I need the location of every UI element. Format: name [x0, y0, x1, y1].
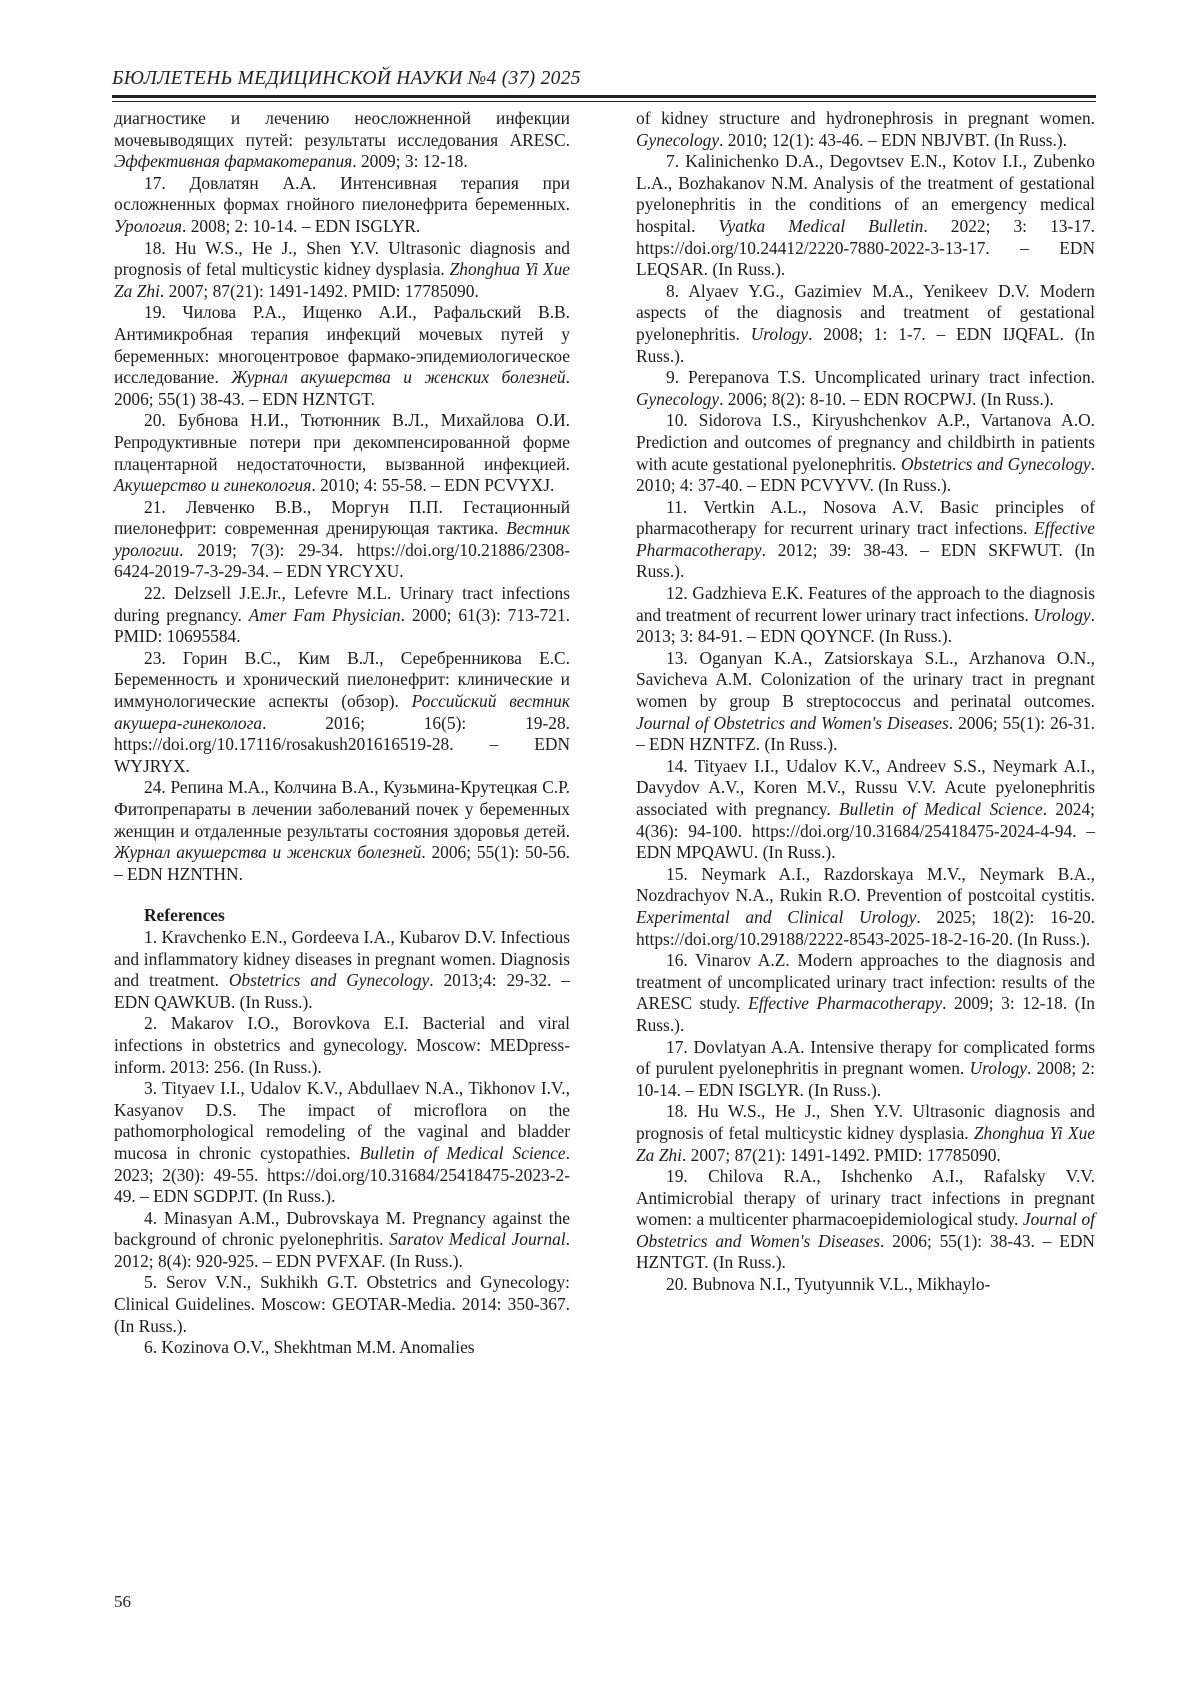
- reference-item: 19. Chilova R.A., Ishchenko A.I., Rafalsky V.V. Antimicrobial therapy of urinary tract infections in pregnant women: a multicenter pharmacoepidemiological study. Journal of Obstetrics and Women's Diseases. 2006; 55(1): 38-43. – EDN HZNTGT. (In Russ.).: [636, 1166, 1095, 1273]
- journal-name: Urology: [1033, 604, 1091, 625]
- journal-name: Experimental and Clinical Urology: [636, 906, 917, 927]
- english-reference-list: [636, 151, 1095, 1295]
- journal-name: Saratov Medical Journal: [389, 1229, 566, 1250]
- header-rule-thick: [112, 95, 1096, 98]
- journal-name: Zhonghua Yi Xue Za Zhi: [114, 259, 570, 301]
- page-number: 56: [114, 1592, 131, 1611]
- reference-item: 9. Perepanova T.S. Uncomplicated urinary tract infection. Gynecology. 2006; 8(2): 8-10. – EDN ROCPWJ. (In Russ.).: [636, 367, 1095, 409]
- journal-name: Zhonghua Yi Xue Za Zhi: [636, 1122, 1095, 1165]
- reference-item: 17. Dovlatyan A.A. Intensive therapy for complicated forms of purulent pyelonephritis in pregnant women. Urology. 2008; 2: 10-14. – EDN ISGLYR. (In Russ.).: [636, 1036, 1096, 1100]
- journal-name: Obstetrics and Gynecology: [900, 453, 1091, 474]
- left-column: [114, 108, 570, 1359]
- reference-item: 1. Kravchenko E.N., Gordeeva I.A., Kubarov D.V. Infectious and inflammatory kidney diseases in pregnant women. Diagnosis and treatment. Obstetrics and Gynecology. 2013;4: 29-32. – EDN QAWKUB. (In Russ.).: [114, 926, 570, 1012]
- journal-name: Урология: [114, 215, 183, 236]
- journal-name: Bulletin of Medical Science: [839, 799, 1043, 819]
- journal-name: Акушерство и гинекология: [114, 475, 312, 496]
- header-rule-thin: [112, 101, 1096, 102]
- journal-name: Journal of Obstetrics and Women's Diseases: [636, 712, 949, 733]
- running-header: [112, 68, 1096, 90]
- reference-item: 20. Бубнова Н.И., Тютюнник В.Л., Михайлова О.И. Репродуктивные потери при декомпенсированной форме плацентарной недостаточности, вызванной инфекцией. Акушерство и гинекология. 2010; 4: 55-58. – EDN PCVYXJ.: [114, 410, 570, 496]
- reference-item: 16. Vinarov A.Z. Modern approaches to the diagnosis and treatment of uncomplicated urinary tract infection: results of the ARESC study. Effective Pharmacotherapy. 2009; 3: 12-18. (In Russ.).: [636, 950, 1096, 1035]
- reference-item: 11. Vertkin A.L., Nosova A.V. Basic principles of pharmacotherapy for recurrent urinary tract infections. Effective Pharmacotherapy. 2012; 39: 38-43. – EDN SKFWUT. (In Russ.).: [636, 496, 1095, 582]
- journal-name: Российский вестник акушера-гинеколога: [114, 691, 570, 733]
- reference-item: 7. Kalinichenko D.A., Degovtsev E.N., Kotov I.I., Zubenko L.A., Bozhakanov N.M. Analysis of the treatment of gestational pyelonephritis in the conditions of an emergency medical hospital. Vyatka Medical Bulletin. 2022; 3: 13-17. https://doi.org/10.24412/2220-7880-2022-3-13-17. – EDN LEQSAR. (In Russ.).: [636, 151, 1096, 280]
- journal-name: Gynecology: [636, 388, 720, 409]
- right-column: [636, 108, 1095, 1296]
- reference-item: 12. Gadzhieva E.K. Features of the approach to the diagnosis and treatment of recurrent lower urinary tract infections. Urology. 2013; 3: 84-91. – EDN QOYNCF. (In Russ.).: [636, 583, 1095, 647]
- reference-item: 10. Sidorova I.S., Kiryushchenkov A.P., Vartanova A.O. Prediction and outcomes of pregnancy and childbirth in patients with acute gestational pyelonephritis. Obstetrics and Gynecology. 2010; 4: 37-40. – EDN PCVYVV. (In Russ.).: [636, 410, 1095, 496]
- reference-item: 19. Чилова Р.А., Ищенко А.И., Рафальский В.В. Антимикробная терапия инфекций мочевых путей у беременных: многоцентровое фармако-эпидемиологическое исследование. Журнал акушерства и женских болезней. 2006; 55(1) 38-43. – EDN HZNTGT.: [114, 302, 570, 409]
- reference-item: 18. Hu W.S., He J., Shen Y.V. Ultrasonic diagnosis and prognosis of fetal multicystic kidney dysplasia. Zhonghua Yi Xue Za Zhi. 2007; 87(21): 1491-1492. PMID: 17785090.: [636, 1101, 1095, 1165]
- reference-item: 3. Tityaev I.I., Udalov K.V., Abdullaev N.A., Tikhonov I.V., Kasyanov D.S. The impact of microflora on the pathomorphological remodeling of the vaginal and bladder mucosa in chronic cystopathies. Bulletin of Medical Science. 2023; 2(30): 49-55. https://doi.org/10.31684/25418475-2023-2-49. – EDN SGDPJT. (In Russ.).: [114, 1078, 570, 1207]
- reference-item: 5. Serov V.N., Sukhikh G.T. Obstetrics and Gynecology: Clinical Guidelines. Moscow: GEOTAR-Media. 2014: 350-367. (In Russ.).: [114, 1272, 570, 1336]
- reference-item: 2. Makarov I.O., Borovkova E.I. Bacterial and viral infections in obstetrics and gynecology. Moscow: MEDpress-inform. 2013: 256. (In Russ.).: [114, 1013, 570, 1077]
- journal-name: Effective Pharmacotherapy: [748, 993, 943, 1014]
- journal-name: Amer Fam Physician: [248, 604, 401, 625]
- reference-item: 8. Alyaev Y.G., Gazimiev M.A., Yenikeev D.V. Modern aspects of the diagnosis and treatment of gestational pyelonephritis. Urology. 2008; 1: 1-7. – EDN IJQFAL. (In Russ.).: [636, 280, 1095, 366]
- journal-name: Bulletin of Medical Science: [359, 1142, 566, 1163]
- journal-name: Urology: [969, 1058, 1027, 1079]
- reference-item: 13. Oganyan K.A., Zatsiorskaya S.L., Arzhanova O.N., Savicheva A.M. Colonization of the urinary tract in pregnant women by group B streptococcus and perinatal outcomes. Journal of Obstetrics and Women's Diseases. 2006; 55(1): 26-31. – EDN HZNTFZ. (In Russ.).: [636, 647, 1095, 755]
- reference-continuation: of kidney structure and hydronephrosis in pregnant women. Gynecology. 2010; 12(1): 43-46. – EDN NBJVBT. (In Russ.).: [636, 108, 1095, 150]
- journal-name: Journal of Obstetrics and Women's Diseases: [636, 1209, 1095, 1251]
- reference-item: 20. Bubnova N.I., Tyutyunnik V.L., Mikhaylo-: [666, 1274, 991, 1295]
- reference-item: 6. Kozinova O.V., Shekhtman M.M. Anomalies: [144, 1337, 475, 1358]
- journal-name: Vyatka Medical Bulletin: [718, 215, 924, 236]
- journal-name: Вестник урологии: [114, 518, 570, 560]
- reference-item: 17. Довлатян А.А. Интенсивная терапия при осложненных формах гнойного пиелонефрита беременных. Урология. 2008; 2: 10-14. – EDN ISGLYR.: [114, 172, 570, 236]
- russian-reference-list: [114, 173, 570, 886]
- reference-item: 23. Горин В.С., Ким В.Л., Серебренникова Е.С. Беременность и хронический пиелонефрит: клинические и иммунологические аспекты (обзор). Российский вестник акушера-гинеколога. 2016; 16(5): 19-28. https://doi.org/10.17116/rosakush201616519-28. – EDN WYJRYX.: [114, 647, 570, 776]
- journal-name: Журнал акушерства и женских болезней: [114, 842, 422, 863]
- journal-name: Effective Pharmacotherapy: [636, 518, 1095, 560]
- reference-item: 22. Delzsell J.E.Jr., Lefevre M.L. Urinary tract infections during pregnancy. Amer Fam Physician. 2000; 61(3): 713-721. PMID: 10695584.: [114, 583, 570, 647]
- journal-header-title: БЮЛЛЕТЕНЬ МЕДИЦИНСКОЙ НАУКИ №4 (37) 2025: [112, 68, 581, 89]
- reference-item: 24. Репина М.А., Колчина В.А., Кузьмина-Крутецкая С.Р. Фитопрепараты в лечении заболеваний почек у беременных женщин и отдаленные результаты состояния здоровья детей. Журнал акушерства и женских болезней. 2006; 55(1): 50-56. – EDN HZNTHN.: [114, 777, 570, 884]
- journal-name: Журнал акушерства и женских болезней: [231, 367, 566, 388]
- reference-item: 18. Hu W.S., He J., Shen Y.V. Ultrasonic diagnosis and prognosis of fetal multicystic kidney dysplasia. Zhonghua Yi Xue Za Zhi. 2007; 87(21): 1491-1492. PMID: 17785090.: [114, 237, 570, 301]
- english-reference-list: [114, 927, 570, 1359]
- reference-item: 4. Minasyan A.M., Dubrovskaya M. Pregnancy against the background of chronic pyelonephritis. Saratov Medical Journal. 2012; 8(4): 920-925. – EDN PVFXAF. (In Russ.).: [114, 1207, 571, 1271]
- journal-name: Obstetrics and Gynecology: [228, 970, 430, 991]
- journal-name: Urology: [750, 323, 809, 344]
- reference-item: 21. Левченко В.В., Моргун П.П. Гестационный пиелонефрит: современная дренирующая тактика. Вестник урологии. 2019; 7(3): 29-34. https://doi.org/10.21886/2308-6424-2019-7-3-29-34. – EDN YRCYXU.: [114, 496, 570, 582]
- reference-item: 14. Tityaev I.I., Udalov K.V., Andreev S.S., Neymark A.I., Davydov A.V., Koren M.V., Russu V.V. Acute pyelonephritis associated with pregnancy. Bulletin of Medical Science. 2024; 4(36): 94-100. https://doi.org/10.31684/25418475-2024-4-94. – EDN MPQAWU. (In Russ.).: [636, 755, 1095, 863]
- references-heading: References: [144, 905, 225, 926]
- reference-item: 15. Neymark A.I., Razdorskaya M.V., Neymark B.A., Nozdrachyov N.A., Rukin R.O. Prevention of postcoital cystitis. Experimental and Clinical Urology. 2025; 18(2): 16-20. https://doi.org/10.29188/2222-8543-2025-18-2-16-20. (In Russ.).: [636, 863, 1095, 949]
- reference-continuation: диагностике и лечению неосложненной инфекции мочевыводящих путей: результаты исследования ARESC. Эффективная фармакотерапия. 2009; 3: 12-18.: [114, 108, 570, 172]
